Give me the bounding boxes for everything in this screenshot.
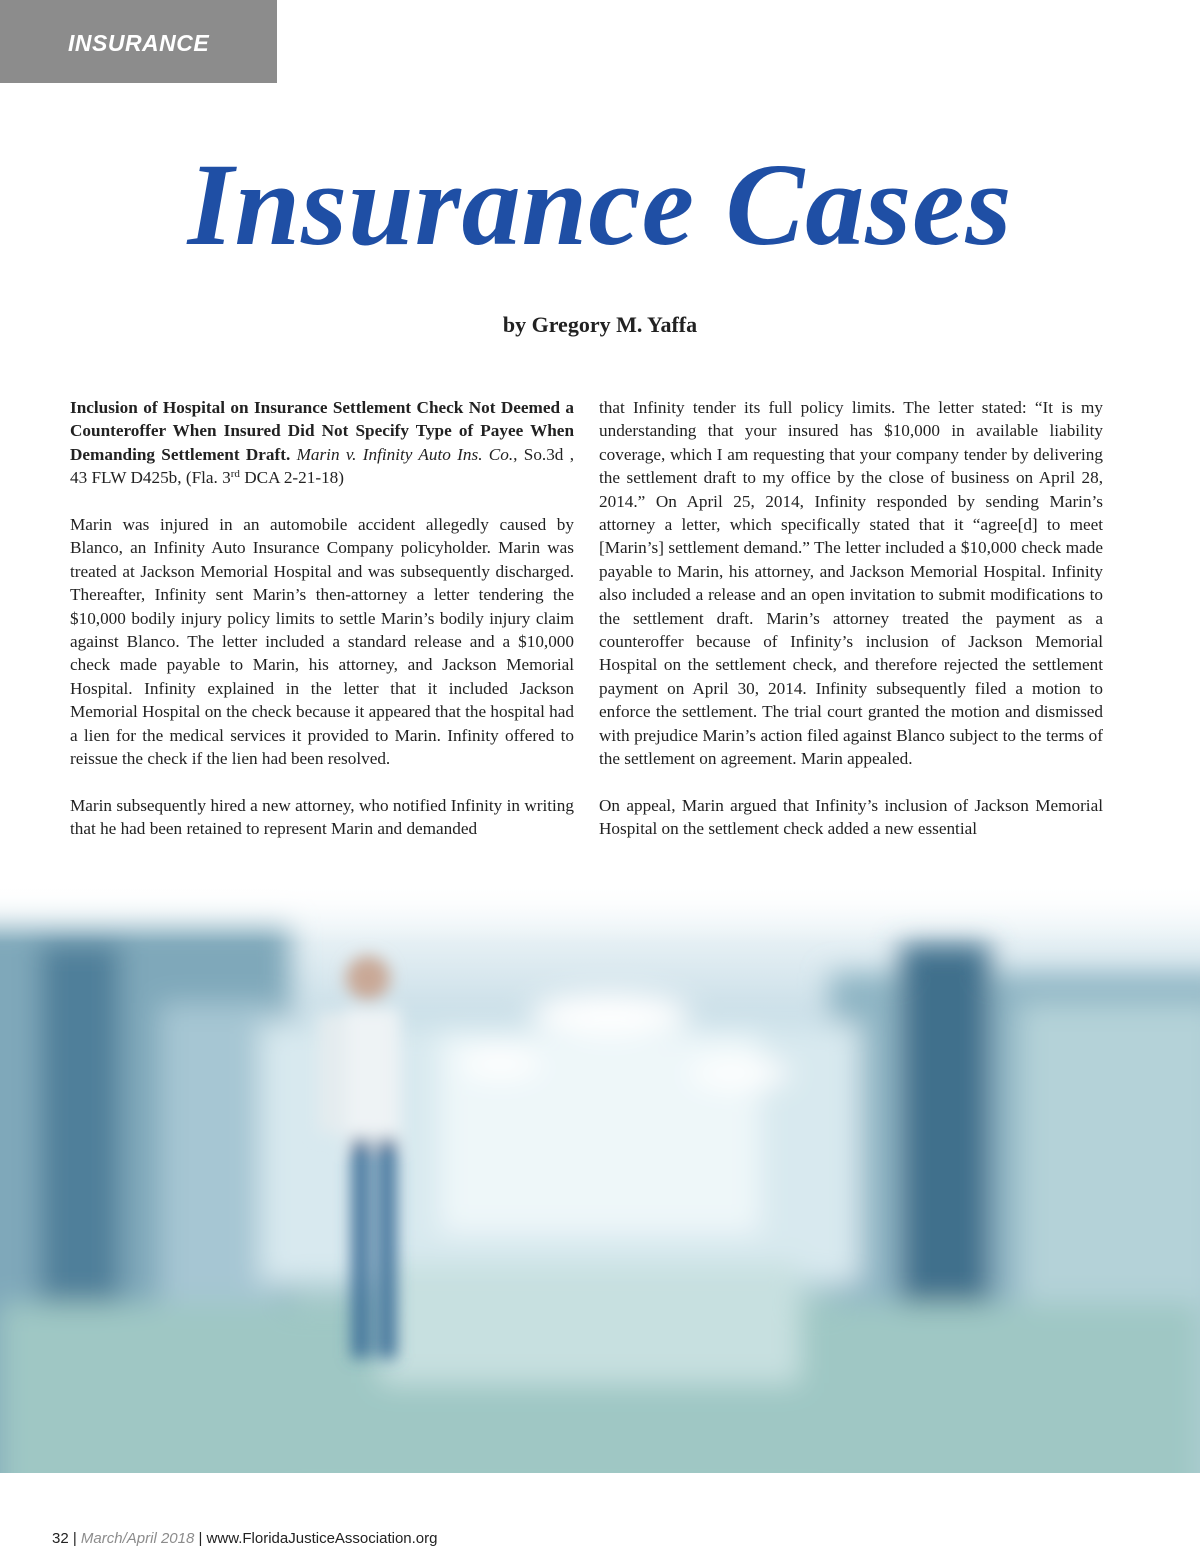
article-title: Insurance Cases [187, 139, 1013, 270]
case-citation-name: Marin v. Infinity Auto Ins. Co. [296, 444, 514, 464]
section-tab [0, 0, 277, 83]
hospital-corridor-photo [0, 883, 1200, 1473]
case-citation-court: DCA 2-21-18) [239, 468, 344, 488]
body-paragraph: On appeal, Marin argued that Infinity’s inclusion of Jackson Memorial Hospital on the settlement check added a new essential [599, 795, 1103, 839]
footer-separator: | [68, 1530, 81, 1547]
website-link[interactable]: www.FloridaJusticeAssociation.org [206, 1530, 438, 1547]
byline: by Gregory M. Yaffa [502, 312, 698, 337]
case-heading [70, 396, 574, 490]
left-column [70, 396, 574, 841]
section-label: INSURANCE [68, 30, 210, 56]
body-paragraph: Marin subsequently hired a new attorney, who notified Infinity in writing that he had been retained to represent Marin and demanded [70, 795, 574, 839]
case-citation-reporter: , So.3d , 43 FLW D425b, (Fla. 3 [70, 444, 574, 488]
page-footer [52, 1530, 437, 1547]
body-paragraph: Marin was injured in an automobile accident allegedly caused by Blanco, an Infinity Auto Insurance Company policyholder. Marin was treated at Jackson Memorial Hospital and was subsequently discharged. Thereafter, Infinity sent Marin’s then-attorney a letter tendering the $10,000 bodily injury policy limits to settle Marin’s bodily injury claim against Blanco. The letter included a standard release and a $10,000 check made payable to Marin, his attorney, and Jackson Memorial Hospital. Infinity explained in the letter that it included Jackson Memorial Hospital on the check because it appeared that the hospital had a lien for the medical services it provided to Marin. Infinity offered to reissue the check if the lien had been resolved. [70, 515, 574, 769]
right-column [599, 396, 1103, 841]
issue-date: March/April 2018 [80, 1530, 195, 1547]
footer-separator: | [194, 1530, 207, 1547]
body-paragraph: that Infinity tender its full policy limits. The letter stated: “It is my understanding that your insured has $10,000 in available liability coverage, which I am requesting that your company tender by delivering the settlement draft to my office by the close of business on April 28, 2014.” On April 25, 2014, Infinity responded by sending Marin’s attorney a letter, which specifically stated that it “agree[d] to meet [Marin’s] settlement demand.” The letter included a $10,000 check made payable to Marin, his attorney, and Jackson Memorial Hospital. Infinity also included a release and an open invitation to submit modifications to the settlement draft. Marin’s attorney treated the payment as a counteroffer because of Infinity’s inclusion of Jackson Memorial Hospital on the settlement check, and therefore rejected the settlement payment on April 30, 2014. Infinity subsequently filed a motion to enforce the settlement. The trial court granted the motion and dismissed with prejudice Marin’s action filed against Blanco subject to the terms of the settlement on agreement. Marin appealed. [599, 398, 1103, 769]
case-citation-superscript: rd [230, 468, 240, 481]
case-title: Inclusion of Hospital on Insurance Settlement Check Not Deemed a Counteroffer When Insured Did Not Specify Type of Payee When Demanding Settlement Draft. [70, 398, 574, 464]
page-number: 32 [52, 1530, 69, 1547]
